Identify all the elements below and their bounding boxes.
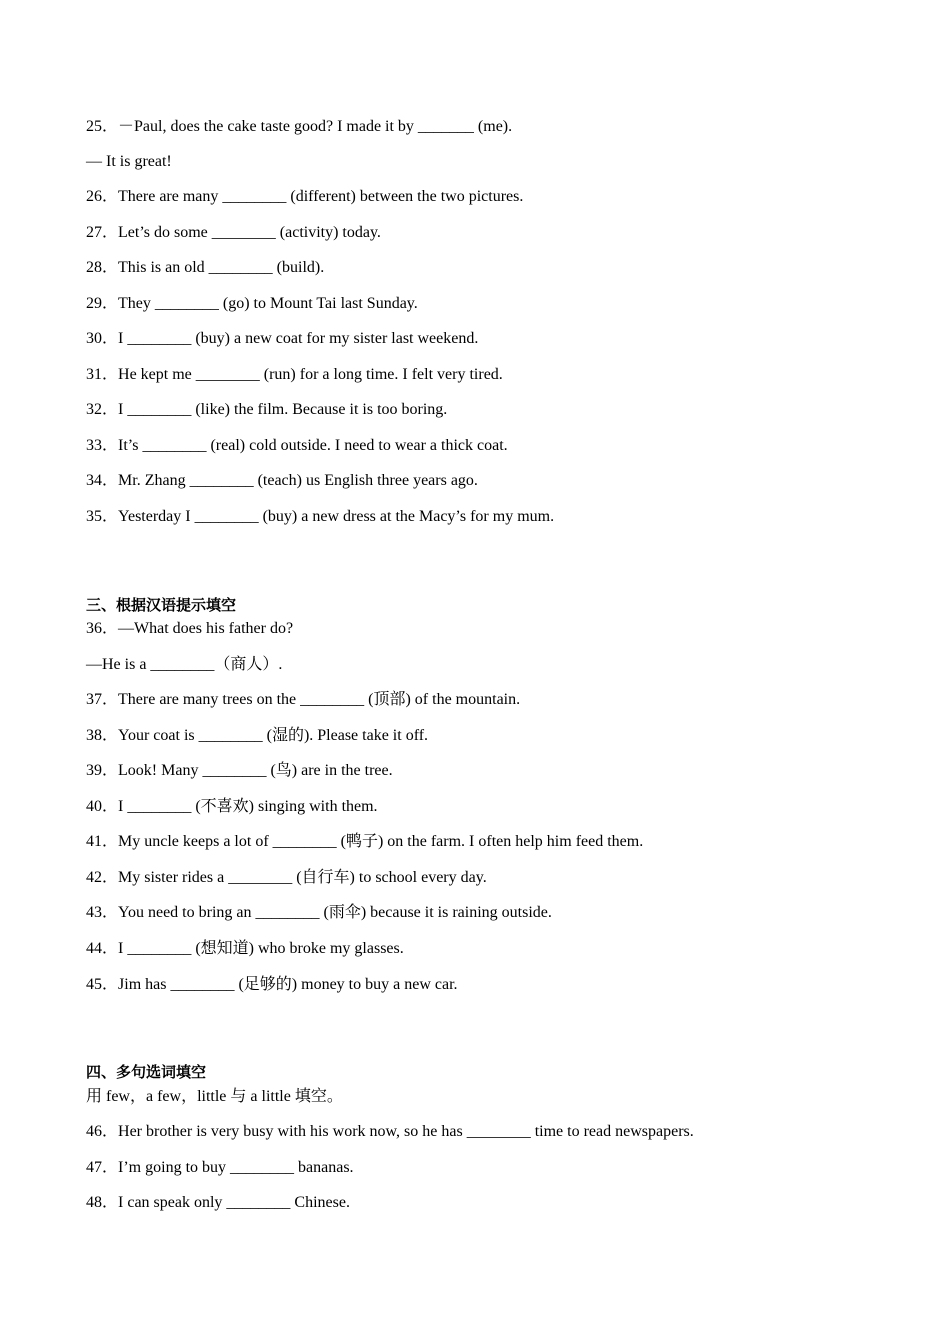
answer-36: —He is a ________（商人）. [86, 656, 283, 673]
question-39: 39．Look! Many ________ (鸟) are in the tree. [86, 762, 393, 779]
question-42: 42．My sister rides a ________ (自行车) to school every day. [86, 869, 487, 886]
question-25: 25．－Paul, does the cake taste good? I made it by _______ (me). [86, 118, 513, 135]
question-37: 37．There are many trees on the ________ (顶部) of the mountain. [86, 691, 521, 708]
question-26: 26．There are many ________ (different) between the two pictures. [86, 188, 524, 205]
question-40: 40．I ________ (不喜欢) singing with them. [86, 798, 378, 815]
question-31: 31．He kept me ________ (run) for a long time. I felt very tired. [86, 366, 503, 383]
question-29: 29．They ________ (go) to Mount Tai last Sunday. [86, 295, 418, 312]
question-44: 44．I ________ (想知道) who broke my glasses. [86, 940, 404, 957]
question-45: 45．Jim has ________ (足够的) money to buy a new car. [86, 976, 458, 993]
answer-25: — It is great! [86, 153, 172, 170]
question-27: 27．Let’s do some ________ (activity) today. [86, 224, 381, 241]
question-43: 43．You need to bring an ________ (雨伞) because it is raining outside. [86, 904, 552, 921]
question-46: 46．Her brother is very busy with his work now, so he has ________ time to read newspapers. [86, 1123, 694, 1140]
question-38: 38．Your coat is ________ (湿的). Please take it off. [86, 727, 429, 744]
question-41: 41．My uncle keeps a lot of ________ (鸭子) on the farm. I often help him feed them. [86, 833, 644, 850]
section-3-title: 三、根据汉语提示填空 [86, 596, 237, 614]
question-30: 30．I ________ (buy) a new coat for my sister last weekend. [86, 330, 479, 347]
question-48: 48．I can speak only ________ Chinese. [86, 1194, 350, 1211]
question-35: 35．Yesterday I ________ (buy) a new dress at the Macy’s for my mum. [86, 508, 555, 525]
section-4-instruction: 用 few，a few，little 与 a little 填空。 [86, 1088, 343, 1105]
question-28: 28．This is an old ________ (build). [86, 259, 325, 276]
question-32: 32．I ________ (like) the film. Because it is too boring. [86, 401, 448, 418]
section-4-title: 四、多句选词填空 [86, 1063, 207, 1081]
question-33: 33．It’s ________ (real) cold outside. I need to wear a thick coat. [86, 437, 508, 454]
question-36: 36．—What does his father do? [86, 620, 294, 637]
question-47: 47．I’m going to buy ________ bananas. [86, 1159, 354, 1176]
question-34: 34．Mr. Zhang ________ (teach) us English three years ago. [86, 472, 478, 489]
